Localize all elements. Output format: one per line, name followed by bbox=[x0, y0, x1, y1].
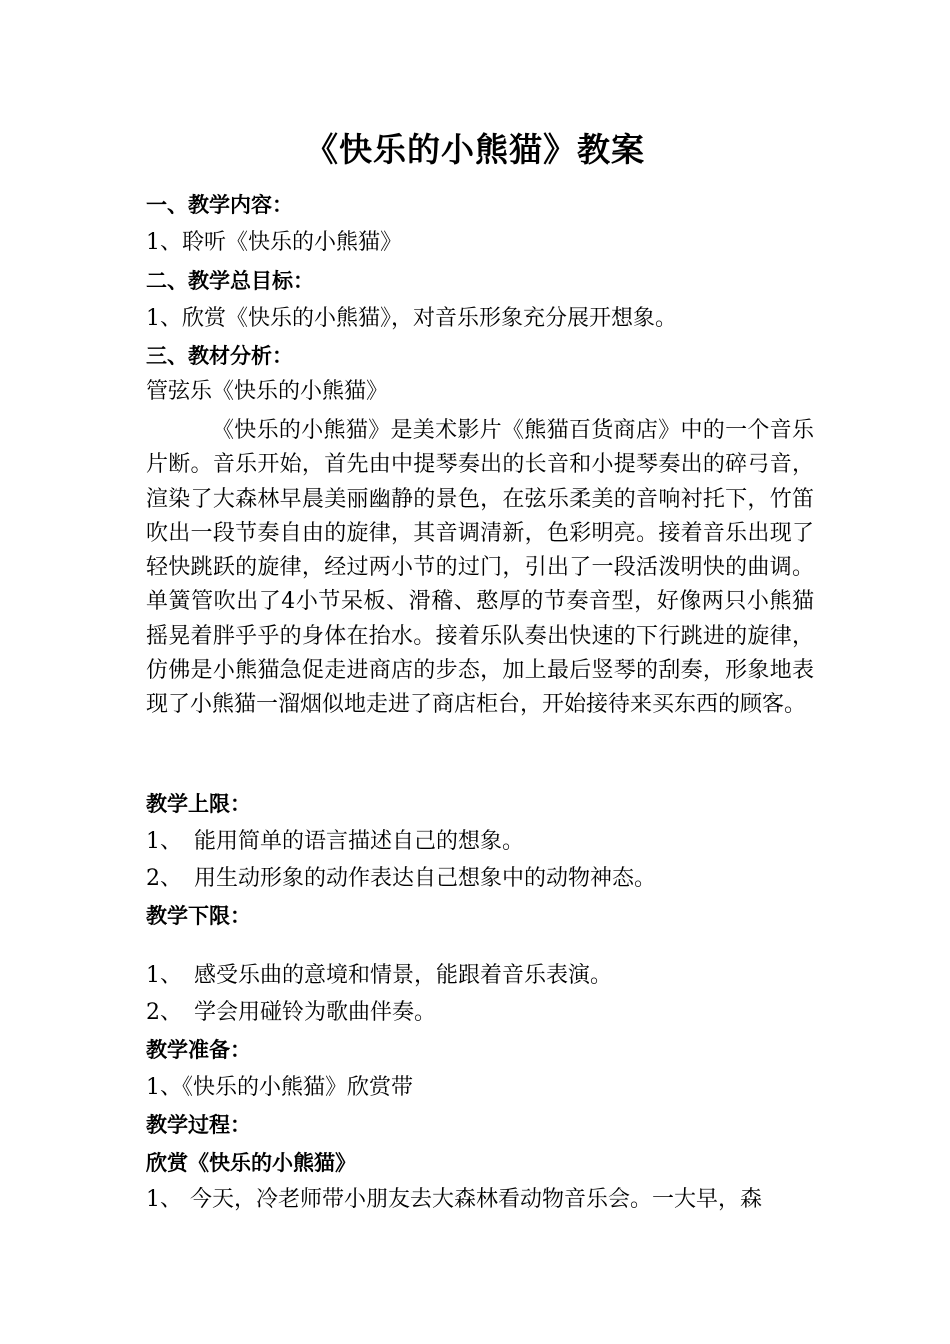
section-heading-preparation: 教学准备： bbox=[146, 1038, 251, 1062]
lower-limit-item bbox=[146, 1000, 814, 1026]
section-heading-goals: 二、教学总目标： bbox=[146, 269, 314, 293]
item-number: 2、 bbox=[146, 866, 182, 891]
page-title: 《快乐的小熊猫》教案 bbox=[305, 130, 645, 169]
item-text: 今天，冷老师带小朋友去大森林看动物音乐会。一大早，森 bbox=[190, 1187, 763, 1212]
section-heading-process: 教学过程： bbox=[146, 1113, 251, 1137]
section-heading-analysis: 三、教材分析： bbox=[146, 344, 293, 368]
item-number: 1、 bbox=[146, 963, 182, 988]
process-subheading: 欣赏《快乐的小熊猫》 bbox=[146, 1151, 356, 1175]
item-text: 用生动形象的动作表达自己想象中的动物神态。 bbox=[194, 866, 657, 891]
section-content-item: 1、聆听《快乐的小熊猫》 bbox=[146, 230, 402, 255]
lower-limit-item bbox=[146, 963, 814, 989]
section-heading-lower-limit: 教学下限： bbox=[146, 904, 251, 928]
analysis-paragraph: 《快乐的小熊猫》是美术影片《熊猫百货商店》中的一个音乐片断。音乐开始，首先由中提琴奏出的长音和小提琴奏出的碎弓音，渲染了大森林早晨美丽幽静的景色，在弦乐柔美的音响衬托下，竹笛吹出一段节奏自由的旋律，其音调清新，色彩明亮。接着音乐出现了轻快跳跃的旋律，经过两小节的过门，引出了一段活泼明快的曲调。单簧管吹出了4小节呆板、滑稽、憨厚的节奏音型，好像两只小熊猫摇晃着胖乎乎的身体在抬水。接着乐队奏出快速的下行跳进的旋律，仿佛是小熊猫急促走进商店的步态，加上最后竖琴的刮奏，形象地表现了小熊猫一溜烟似地走进了商店柜台，开始接待来买东西的顾客。 bbox=[146, 418, 814, 718]
process-item bbox=[146, 1187, 814, 1213]
item-number: 2、 bbox=[146, 1000, 182, 1025]
analysis-subtitle: 管弦乐《快乐的小熊猫》 bbox=[146, 379, 389, 404]
item-number: 1、 bbox=[146, 829, 182, 854]
upper-limit-item bbox=[146, 866, 814, 892]
preparation-item: 1、《快乐的小熊猫》欣赏带 bbox=[146, 1075, 413, 1100]
item-number: 1、 bbox=[146, 1187, 182, 1212]
section-heading-content: 一、教学内容： bbox=[146, 193, 293, 217]
upper-limit-item bbox=[146, 829, 814, 855]
item-text: 学会用碰铃为歌曲伴奏。 bbox=[194, 1000, 437, 1025]
section-heading-upper-limit: 教学上限： bbox=[146, 792, 251, 816]
item-text: 感受乐曲的意境和情景，能跟着音乐表演。 bbox=[194, 963, 613, 988]
item-text: 能用简单的语言描述自己的想象。 bbox=[194, 829, 525, 854]
section-goals-item: 1、欣赏《快乐的小熊猫》，对音乐形象充分展开想象。 bbox=[146, 306, 677, 331]
